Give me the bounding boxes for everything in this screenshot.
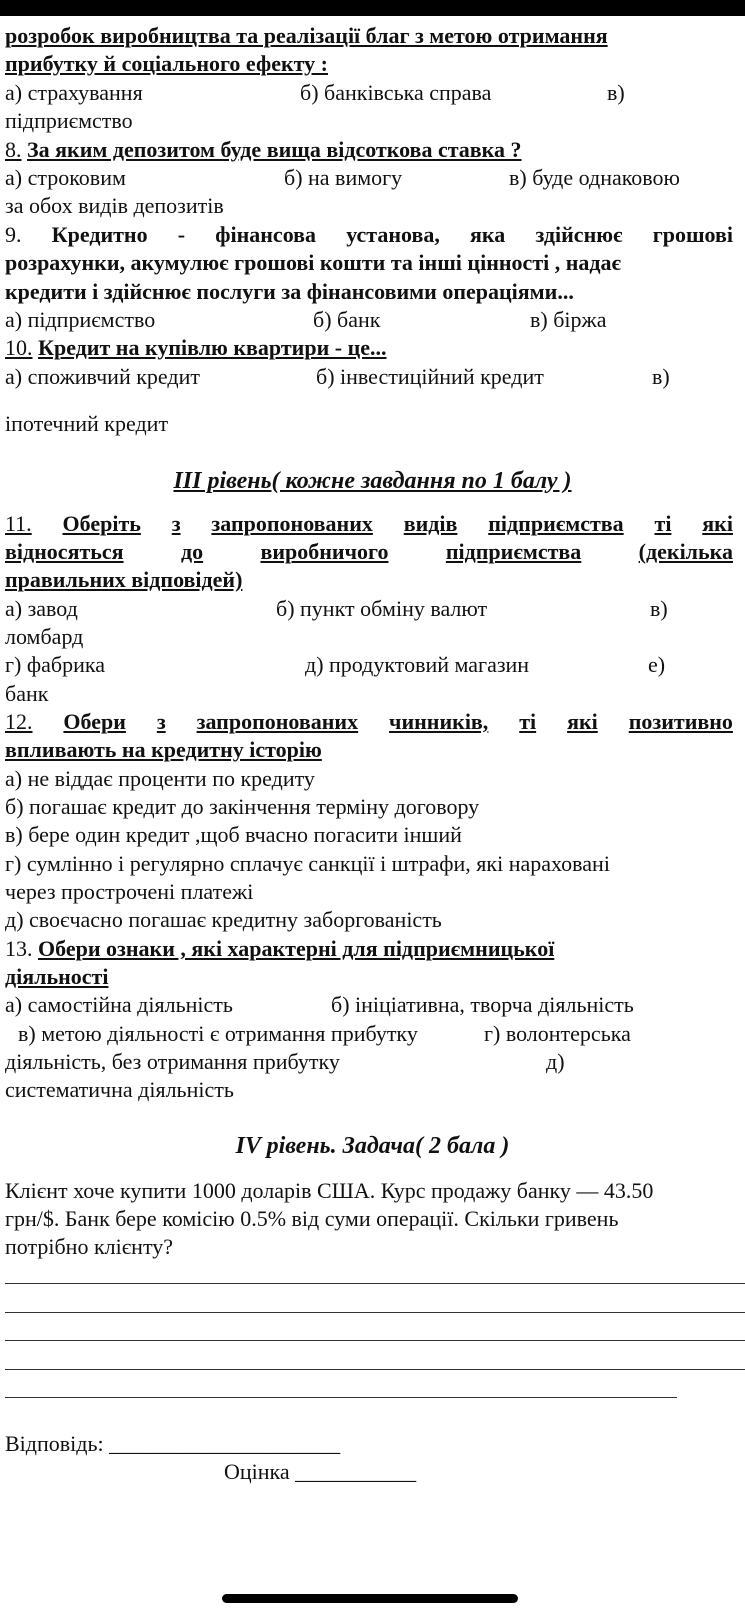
q7-question-line2: прибутку й соціального ефекту : xyxy=(5,51,328,76)
q9-word: установа, xyxy=(346,222,440,247)
q9-word: Кредитно xyxy=(51,222,148,247)
q8-text: За яким депозитом буде вища відсоткова ставка ? xyxy=(27,137,522,162)
q9-option-c: в) біржа xyxy=(530,307,607,332)
q10-option-b: б) інвестиційний кредит xyxy=(316,364,544,389)
q9-option-b: б) банк xyxy=(313,307,381,332)
q13-option-e: систематична діяльність xyxy=(5,1077,234,1102)
q12-option-c: в) бере один кредит ,щоб вчасно погасити інший xyxy=(5,822,462,847)
q10-number: 10. xyxy=(5,335,33,360)
q7-option-a: а) страхування xyxy=(5,80,143,105)
q11-option-c: ломбард xyxy=(5,624,84,649)
q9-option-a: а) підприємство xyxy=(5,307,156,332)
q13-option-d: г) волонтерська xyxy=(484,1021,631,1046)
answer-row xyxy=(5,1430,340,1458)
q12-option-e: д) своєчасно погашає кредитну заборгованість xyxy=(5,907,442,932)
q12-word: ті xyxy=(519,709,537,734)
q12-option-a: а) не віддає проценти по кредиту xyxy=(5,766,315,791)
q9-word: фінансова xyxy=(215,222,317,247)
top-edge xyxy=(0,0,745,16)
answer-line[interactable] xyxy=(5,1312,745,1313)
q10-option-c-prefix: в) xyxy=(652,364,670,389)
q11-word: підприємства xyxy=(488,511,624,536)
task-line1 xyxy=(5,1177,743,1205)
q9-word: яка xyxy=(470,222,506,247)
q12-word: з xyxy=(156,709,166,734)
q8-option-a: а) строковим xyxy=(5,165,126,190)
home-indicator[interactable] xyxy=(222,1594,518,1603)
q11-number: 11. xyxy=(5,511,32,536)
answer-label: Відповідь: xyxy=(5,1431,104,1456)
q13-question xyxy=(5,935,554,963)
q12-number: 12. xyxy=(5,709,33,734)
q7-option-c-prefix: в) xyxy=(607,80,625,105)
q11-word: ті xyxy=(654,511,672,536)
q9-word: - xyxy=(177,222,186,247)
q12-option-d: г) сумлінно і регулярно сплачує санкції і штрафи, які нараховані xyxy=(5,851,610,876)
q9-question-line2: розрахунки, акумулює грошові кошти та інші цінності , надає xyxy=(5,250,622,275)
q11-word: запропонованих xyxy=(211,511,373,536)
answer-line[interactable] xyxy=(5,1397,677,1398)
q11-word: підприємства xyxy=(445,539,582,564)
q11-option-f: банк xyxy=(5,681,49,706)
q11-option-f-prefix: е) xyxy=(648,652,666,677)
q8-number: 8. xyxy=(5,137,22,162)
q11-option-d: г) фабрика xyxy=(5,652,105,677)
q12-word: Обери xyxy=(63,709,126,734)
q11-word: відносяться xyxy=(5,539,124,564)
q13-option-a: а) самостійна діяльність xyxy=(5,992,233,1017)
grade-blank[interactable]: ___________ xyxy=(295,1459,417,1484)
q10-option-a: а) споживчий кредит xyxy=(5,364,200,389)
q7-option-c: підприємство xyxy=(5,108,133,133)
answer-line[interactable] xyxy=(5,1283,745,1284)
answer-line[interactable] xyxy=(5,1369,745,1370)
answer-line[interactable] xyxy=(5,1340,745,1341)
q10-question xyxy=(5,334,387,362)
q12-question-line1 xyxy=(5,708,733,736)
q11-word: до xyxy=(180,539,204,564)
grade-row xyxy=(224,1458,416,1486)
q12-option-b: б) погашає кредит до закінчення терміну договору xyxy=(5,794,480,819)
q9-question-line1 xyxy=(5,221,733,249)
q13-text: Обери ознаки , які характерні для підприємницької xyxy=(38,936,555,961)
q12-word: які xyxy=(567,709,598,734)
q11-word: Оберіть xyxy=(62,511,141,536)
task-line2: грн/$. Банк бере комісію 0.5% від суми операції. Скільки гривень xyxy=(5,1206,619,1231)
q12-word: чинників, xyxy=(389,709,489,734)
q12-word: позитивно xyxy=(628,709,733,734)
q11-question-line2 xyxy=(5,538,733,566)
q8-option-c: в) буде однаковою xyxy=(509,165,680,190)
q11-option-c-prefix: в) xyxy=(650,596,668,621)
task-line3: потрібно клієнту? xyxy=(5,1234,174,1259)
q8-option-b: б) на вимогу xyxy=(284,165,403,190)
q12-option-d-cont: через прострочені платежі xyxy=(5,879,254,904)
level4-heading: IV рівень. Задача( 2 бала ) xyxy=(235,1133,510,1159)
q9-question-line3: кредити і здійснює послуги за фінансовими операціями... xyxy=(5,279,574,304)
q7-option-b: б) банківська справа xyxy=(300,80,492,105)
q8-option-c-cont: за обох видів депозитів xyxy=(5,193,224,218)
q13-option-d-cont: діяльність, без отримання прибутку xyxy=(5,1049,340,1074)
q11-option-e: д) продуктовий магазин xyxy=(305,652,530,677)
q10-text: Кредит на купівлю квартири - це... xyxy=(38,335,387,360)
task-text-line1: Клієнт хоче купити 1000 доларів США. Курс продажу банку — 43.50 xyxy=(5,1178,654,1203)
q13-option-c: в) метою діяльності є отримання прибутку xyxy=(18,1021,418,1046)
q9-word: грошові xyxy=(652,222,733,247)
q12-question-line2: впливають на кредитну історію xyxy=(5,737,322,762)
q11-option-a: а) завод xyxy=(5,596,78,621)
q11-word: (декілька xyxy=(638,539,733,564)
q11-word: які xyxy=(702,511,733,536)
q11-option-b: б) пункт обміну валют xyxy=(276,596,488,621)
q10-option-c: іпотечний кредит xyxy=(5,411,169,436)
q11-question-line1 xyxy=(5,510,733,538)
q11-word: видів xyxy=(403,511,458,536)
q9-word: здійснює xyxy=(535,222,623,247)
answer-blank[interactable]: _____________________ xyxy=(109,1431,341,1456)
grade-label: Оцінка xyxy=(224,1459,290,1484)
q11-word: виробничого xyxy=(260,539,389,564)
q11-question-line3: правильних відповідей) xyxy=(5,567,243,592)
q8-question xyxy=(5,136,522,164)
q7-question-line1: розробок виробництва та реалізації благ з метою отримання xyxy=(5,23,608,48)
q12-word: запропонованих xyxy=(196,709,359,734)
q13-question-cont: діяльності xyxy=(5,964,109,989)
q13-number: 13. xyxy=(5,936,33,961)
q13-option-e-prefix: д) xyxy=(546,1049,565,1074)
q11-word: з xyxy=(171,511,181,536)
level3-heading: ІІІ рівень( кожне завдання по 1 балу ) xyxy=(173,468,572,494)
q13-option-b: б) ініціативна, творча діяльність xyxy=(331,992,634,1017)
q9-number: 9. xyxy=(5,222,22,247)
